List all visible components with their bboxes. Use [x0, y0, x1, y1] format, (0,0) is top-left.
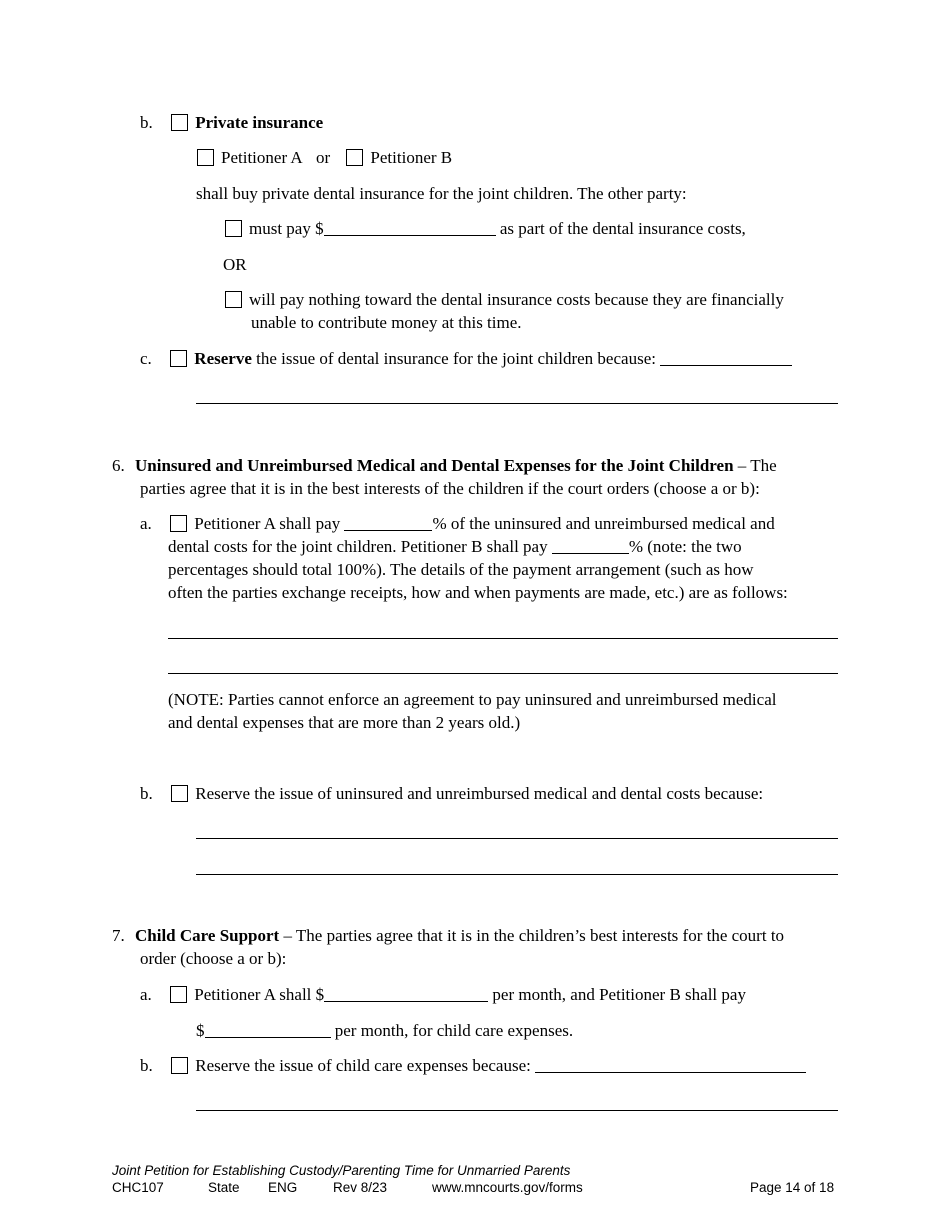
reserve-dental-field[interactable]	[660, 349, 792, 366]
sec7-title-rest: – The parties agree that it is in the children’s best interests for the court to	[279, 926, 785, 945]
footer-page-number: Page 14 of 18	[750, 1180, 835, 1195]
sec6a-letter: a.	[140, 514, 152, 533]
or-separator: OR	[223, 255, 247, 274]
sec6b-text: Reserve the issue of uninsured and unreimbursed medical and dental costs because:	[195, 784, 764, 803]
payment-details-line1[interactable]	[168, 638, 838, 639]
sec6b-reason-line1[interactable]	[196, 838, 838, 839]
petitioner-b-label: Petitioner B	[370, 148, 453, 167]
private-insurance-checkbox[interactable]	[171, 114, 188, 131]
sec5b-petitioner-line	[197, 147, 452, 169]
petitioner-b-percent-field[interactable]	[552, 537, 629, 554]
footer-url[interactable]: www.mncourts.gov/forms	[432, 1180, 583, 1195]
sec5b-line	[140, 112, 323, 134]
sec6b-line	[140, 783, 763, 805]
pay-nothing-line2: unable to contribute money at this time.	[251, 313, 522, 332]
footer-lang: ENG	[268, 1180, 298, 1195]
petitioner-b-checkbox[interactable]	[346, 149, 363, 166]
petitioner-b-childcare-amount-field[interactable]	[205, 1021, 331, 1038]
sec6a-checkbox[interactable]	[170, 515, 187, 532]
pay-nothing-checkbox[interactable]	[225, 291, 242, 308]
sec6a-l2-pre: dental costs for the joint children. Petitioner B shall pay	[168, 537, 552, 556]
sec5b-option1	[225, 218, 746, 240]
sec6b-reason-line2[interactable]	[196, 874, 838, 875]
sec7a-pre: Petitioner A shall $	[194, 985, 325, 1004]
sec6a-l2-post: % (note: the two	[628, 537, 742, 556]
sec6a-line1	[140, 513, 775, 535]
sec6a-l1-pre: Petitioner A shall pay	[194, 514, 345, 533]
petitioner-a-checkbox[interactable]	[197, 149, 214, 166]
sec7b-reason-field[interactable]	[535, 1056, 806, 1073]
footer-code: CHC107	[112, 1180, 164, 1195]
private-insurance-title: Private insurance	[195, 113, 324, 132]
footer-state: State	[208, 1180, 240, 1195]
sec5c-letter: c.	[140, 349, 152, 368]
sec6a-line3: percentages should total 100%). The details of the payment arrangement (such as how	[168, 560, 754, 579]
petitioner-a-childcare-amount-field[interactable]	[324, 985, 488, 1002]
sec7b-checkbox[interactable]	[171, 1057, 188, 1074]
reserve-bold: Reserve	[194, 349, 252, 368]
sec7-line2: order (choose a or b):	[140, 949, 287, 968]
must-pay-post: as part of the dental insurance costs,	[495, 219, 746, 238]
sec7a-letter: a.	[140, 985, 152, 1004]
sec6-note-line1: (NOTE: Parties cannot enforce an agreement to pay uninsured and unreimbursed medical	[168, 690, 777, 709]
petitioner-a-percent-field[interactable]	[344, 514, 432, 531]
sec7-number: 7.	[112, 926, 125, 945]
must-pay-pre: must pay $	[249, 219, 324, 238]
sec7-title: Child Care Support	[135, 926, 280, 945]
footer-title: Joint Petition for Establishing Custody/Parenting Time for Unmarried Parents	[112, 1163, 571, 1178]
sec7b-line	[140, 1055, 806, 1077]
sec7b-text: Reserve the issue of child care expenses because:	[195, 1056, 536, 1075]
reserve-dental-line2[interactable]	[196, 403, 838, 404]
sec6a-l1-post: % of the uninsured and unreimbursed medical and	[432, 514, 775, 533]
sec6a-line4: often the parties exchange receipts, how and when payments are made, etc.) are as follows:	[168, 583, 788, 602]
sec7a-checkbox[interactable]	[170, 986, 187, 1003]
footer-rev: Rev 8/23	[333, 1180, 388, 1195]
sec5c-line	[140, 348, 792, 370]
sec5b-letter: b.	[140, 113, 153, 132]
sec6-title-rest: – The	[733, 456, 777, 475]
sec6-title: Uninsured and Unreimbursed Medical and Dental Expenses for the Joint Children	[135, 456, 734, 475]
sec5b-text: shall buy private dental insurance for the joint children. The other party:	[196, 184, 687, 203]
sec7-title-line	[112, 925, 784, 947]
reserve-dental-text: the issue of dental insurance for the joint children because:	[251, 349, 661, 368]
petitioner-a-label: Petitioner A	[221, 148, 302, 167]
sec6-number: 6.	[112, 456, 125, 475]
sec6-line2: parties agree that it is in the best interests of the children if the court orders (choose a or b):	[140, 479, 760, 498]
sec7a-l2-pre: $	[196, 1021, 205, 1040]
must-pay-checkbox[interactable]	[225, 220, 242, 237]
sec7a-l2-post: per month, for child care expenses.	[330, 1021, 574, 1040]
must-pay-amount-field[interactable]	[324, 219, 496, 236]
pay-nothing-line1: will pay nothing toward the dental insurance costs because they are financially	[249, 290, 784, 309]
sec6-title-line	[112, 455, 777, 477]
sec5b-option2	[225, 289, 784, 311]
sec6a-line2	[168, 536, 742, 558]
sec7a-line2	[196, 1020, 573, 1042]
sec7a-line1	[140, 984, 746, 1006]
sec6-note-line2: and dental expenses that are more than 2 years old.)	[168, 713, 521, 732]
sec6b-letter: b.	[140, 784, 153, 803]
or-label: or	[316, 148, 331, 167]
sec7b-letter: b.	[140, 1056, 153, 1075]
payment-details-line2[interactable]	[168, 673, 838, 674]
sec6b-checkbox[interactable]	[171, 785, 188, 802]
reserve-dental-checkbox[interactable]	[170, 350, 187, 367]
sec7b-reason-line2[interactable]	[196, 1110, 838, 1111]
sec7a-post: per month, and Petitioner B shall pay	[488, 985, 746, 1004]
